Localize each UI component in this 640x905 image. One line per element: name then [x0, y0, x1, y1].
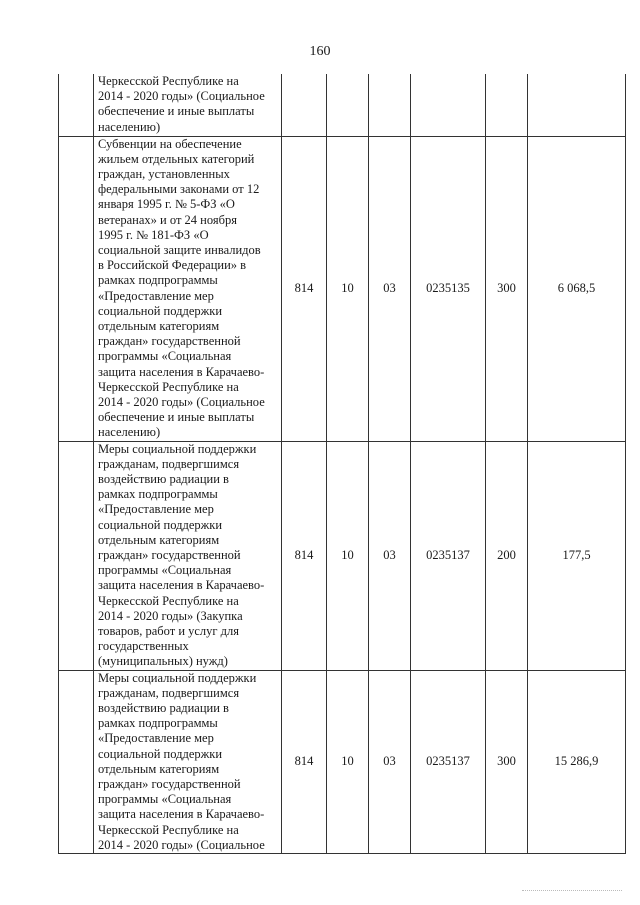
target-article-cell: 0235137 [411, 670, 486, 853]
table-row [59, 74, 626, 136]
table-row [59, 670, 626, 853]
expense-type-cell: 200 [486, 441, 528, 670]
row-number-cell [59, 441, 94, 670]
section-code-cell [327, 74, 369, 136]
ministry-code-cell: 814 [282, 441, 327, 670]
target-article-cell: 0235137 [411, 441, 486, 670]
table-row [59, 136, 626, 441]
expense-type-cell: 300 [486, 670, 528, 853]
section-code-cell: 10 [327, 670, 369, 853]
section-code-cell: 10 [327, 441, 369, 670]
description-cell: Меры социальной поддержки гражданам, подвергшимся воздействию радиации в рамках подпрограммы «Предоставление мер социальной поддержки отдельным категориям граждан» государственной программы «Социальная защита населения в Карачаево- Черкесской Республике на 2014 - 2020 годы» (Закупка товаров, работ и услуг для государственных (муниципальных) нужд) [94, 441, 282, 670]
amount-cell: 15 286,9 [528, 670, 626, 853]
description-cell: Субвенции на обеспечение жильем отдельных категорий граждан, установленных федеральными законами от 12 января 1995 г. № 5-ФЗ «О ветеранах» и от 24 ноября 1995 г. № 181-ФЗ «О социальной защите инвалидов в Российской Федерации» в рамках подпрограммы «Предоставление мер социальной поддержки отдельным категориям граждан» государственной программы «Социальная защита населения в Карачаево- Черкесской Республике на 2014 - 2020 годы» (Социальное обеспечение и иные выплаты населению) [94, 136, 282, 441]
ministry-code-cell: 814 [282, 670, 327, 853]
target-article-cell [411, 74, 486, 136]
expense-type-cell: 300 [486, 136, 528, 441]
subsection-code-cell: 03 [369, 670, 411, 853]
page-number: 160 [309, 44, 331, 59]
scan-artifact [522, 889, 622, 891]
row-number-cell [59, 74, 94, 136]
table-row [59, 441, 626, 670]
section-code-cell: 10 [327, 136, 369, 441]
description-cell: Черкесской Республике на 2014 - 2020 годы» (Социальное обеспечение и иные выплаты населению) [94, 74, 282, 136]
subsection-code-cell [369, 74, 411, 136]
description-cell: Меры социальной поддержки гражданам, подвергшимся воздействию радиации в рамках подпрограммы «Предоставление мер социальной поддержки отдельным категориям граждан» государственной программы «Социальная защита населения в Карачаево- Черкесской Республике на 2014 - 2020 годы» (Социальное [94, 670, 282, 853]
amount-cell: 6 068,5 [528, 136, 626, 441]
amount-cell: 177,5 [528, 441, 626, 670]
expense-type-cell [486, 74, 528, 136]
amount-cell [528, 74, 626, 136]
ministry-code-cell: 814 [282, 136, 327, 441]
budget-table [58, 74, 626, 854]
row-number-cell [59, 136, 94, 441]
row-number-cell [59, 670, 94, 853]
subsection-code-cell: 03 [369, 441, 411, 670]
subsection-code-cell: 03 [369, 136, 411, 441]
target-article-cell: 0235135 [411, 136, 486, 441]
ministry-code-cell [282, 74, 327, 136]
